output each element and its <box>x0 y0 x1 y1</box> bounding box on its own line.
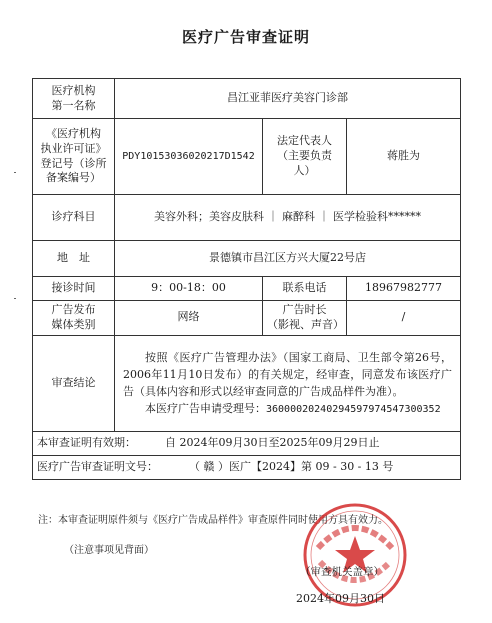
page-title: 医疗广告审查证明 <box>181 28 310 46</box>
duration-label: 广告时长 （影视、声音） <box>263 301 347 336</box>
row-departments <box>33 195 461 241</box>
certificate-table <box>32 78 461 480</box>
row-address <box>33 241 461 277</box>
representative-value: 蒋胜为 <box>347 119 461 195</box>
row-doc-number <box>33 455 461 479</box>
license-label: 《医疗机构 执业许可证》 登记号（诊所 备案编号） <box>33 119 115 195</box>
margin-mark <box>14 172 16 173</box>
phone-value: 18967982777 <box>347 277 461 301</box>
address-label: 地 址 <box>33 241 115 277</box>
phone-label: 联系电话 <box>263 277 347 301</box>
org-name-value: 昌江亚菲医疗美容门诊部 <box>115 79 461 119</box>
validity-cell <box>33 431 461 455</box>
footnote: 注：本审查证明原件须与《医疗广告成品样件》审查原件同时使用方具有效力。 <box>38 515 388 526</box>
attention-note: （注意事项见背面） <box>64 545 154 556</box>
departments-label: 诊疗科目 <box>33 195 115 241</box>
row-license <box>33 119 461 195</box>
validity-label: 本审查证明有效期： <box>37 435 136 449</box>
issue-date: 2024年09月30日 <box>296 592 385 605</box>
departments-value: 美容外科；美容皮肤科 ｜ 麻醉科 ｜ 医学检验科****** <box>115 195 461 241</box>
row-conclusion <box>33 335 461 431</box>
doc-number-cell <box>33 455 461 479</box>
validity-value: 自 2024年09月30日至2025年09月29日止 <box>165 435 380 449</box>
hours-label: 接诊时间 <box>33 277 115 301</box>
row-org-name <box>33 79 461 119</box>
margin-mark <box>14 298 16 299</box>
row-validity <box>33 431 461 455</box>
address-value: 景德镇市昌江区方兴大厦22号店 <box>115 241 461 277</box>
conclusion-value <box>115 335 461 431</box>
hours-value: 9：00-18：00 <box>115 277 263 301</box>
org-name-label: 医疗机构 第一名称 <box>33 79 115 119</box>
conclusion-text: 按照《医疗广告管理办法》（国家工商局、卫生部令第26号，2006年11月10日发布）的有关规定，经审查，同意发布该医疗广告（具体内容和形式以经审查同意的广告成品样件为准）。 <box>123 350 453 398</box>
duration-value: / <box>347 301 461 336</box>
media-label: 广告发布 媒体类别 <box>33 301 115 336</box>
application-number: 本医疗广告申请受理号：36000020240294597974547300352 <box>145 402 441 415</box>
doc-number-value: （ 赣 ）医广【2024】第 09 - 30 - 13 号 <box>189 459 394 473</box>
issuer-stamp-label: （审查机关盖章） <box>300 566 384 578</box>
row-media <box>33 301 461 336</box>
doc-number-label: 医疗广告审查证明文号： <box>37 459 158 473</box>
conclusion-label: 审查结论 <box>33 335 115 431</box>
representative-label: 法定代表人 （主要负责 人） <box>263 119 347 195</box>
media-value: 网络 <box>115 301 263 336</box>
row-hours <box>33 277 461 301</box>
license-value: PDY10153036020217D1542 <box>115 119 263 195</box>
